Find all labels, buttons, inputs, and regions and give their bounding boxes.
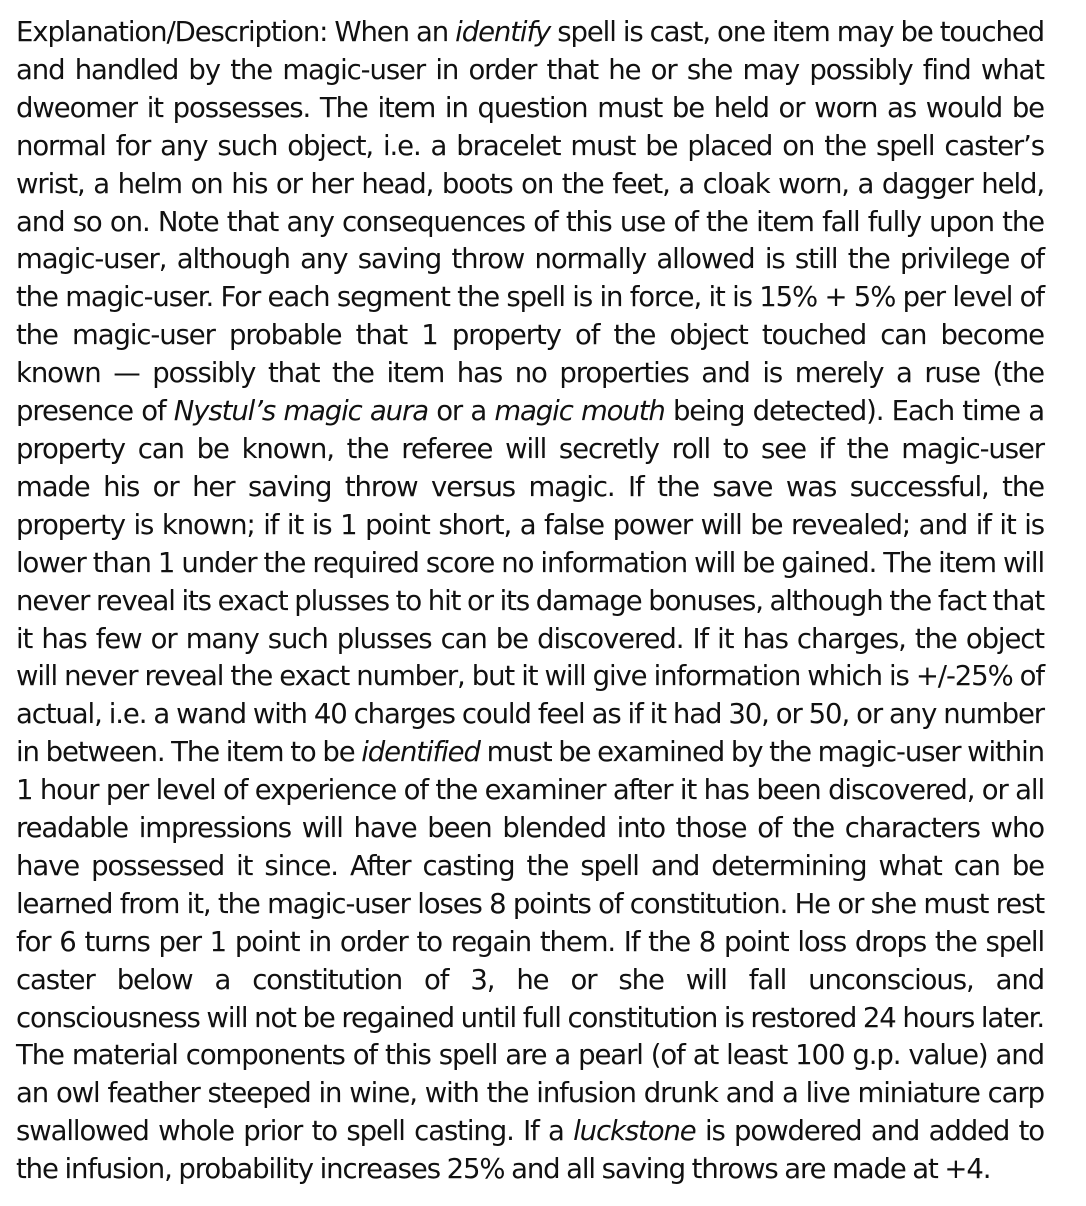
text-run: or a bbox=[427, 395, 495, 428]
text-run: being detected). Each time a property can be known, the referee will secretly roll to see if the magic-user made his or her saving throw versus magic. If the save was successful, the property is known; if it is 1 point short, a false power will be revealed; and if it is lower than 1 under the required score no information will be gained. The item will never reveal its exact plusses to hit or its damage bonuses, although the fact that it has few or many such plusses can be discovered. If it has charges, the object will never reveal the exact number, but it will give information which is +/-25% of actual, i.e. a wand with 40 charges could feel as if it had 30, or 50, or any number in between. The item to be bbox=[16, 395, 1044, 769]
text-run: spell is cast, one item may be touched and handled by the magic-user in order that he or she may possibly find what dweomer it possesses. The item in question must be held or worn as would be normal for any such object, i.e. a bracelet must be placed on the spell caster’s wrist, a helm on his or her head, boots on the feet, a cloak worn, a dagger held, and so on. Note that any consequences of this use of the item fall fully upon the magic-user, although any saving throw normally allowed is still the privilege of the magic-user. For each segment the spell is in force, it is 15% + 5% per level of the magic-user probable that 1 property of the object touched can become known — possibly that the item has no properties and is merely a ruse (the presence of bbox=[16, 16, 1044, 428]
spell-description-paragraph bbox=[16, 14, 1044, 1189]
text-run: is powdered and added to the infusion, probability increases 25% and all saving throws are made at +4. bbox=[16, 1115, 1044, 1186]
spell-term-identified: identified bbox=[361, 736, 480, 769]
text-run: must be examined by the magic-user within 1 hour per level of experience of the examiner after it has been discovered, or all readable impressions will have been blended into those of the characters who have possessed it since. After casting the spell and determining what can be learned from it, the magic-user loses 8 points of constitution. He or she must rest for 6 turns per 1 point in order to regain them. If the 8 point loss drops the spell caster below a constitution of 3, he or she will fall unconscious, and consciousness will not be regained until full constitution is restored 24 hours later. The material components of this spell are a pearl (of at least 100 g.p. value) and an owl feather steeped in wine, with the infusion drunk and a live miniature carp swallowed whole prior to spell casting. If a bbox=[16, 736, 1044, 1148]
spell-name-magic-mouth: magic mouth bbox=[494, 395, 665, 428]
spell-name-nystuls-magic-aura: Nystul’s magic aura bbox=[173, 395, 428, 428]
text-run: Explanation/Description: When an bbox=[16, 16, 456, 48]
item-name-luckstone: luckstone bbox=[573, 1115, 696, 1148]
spell-name-identify: identify bbox=[455, 16, 551, 48]
